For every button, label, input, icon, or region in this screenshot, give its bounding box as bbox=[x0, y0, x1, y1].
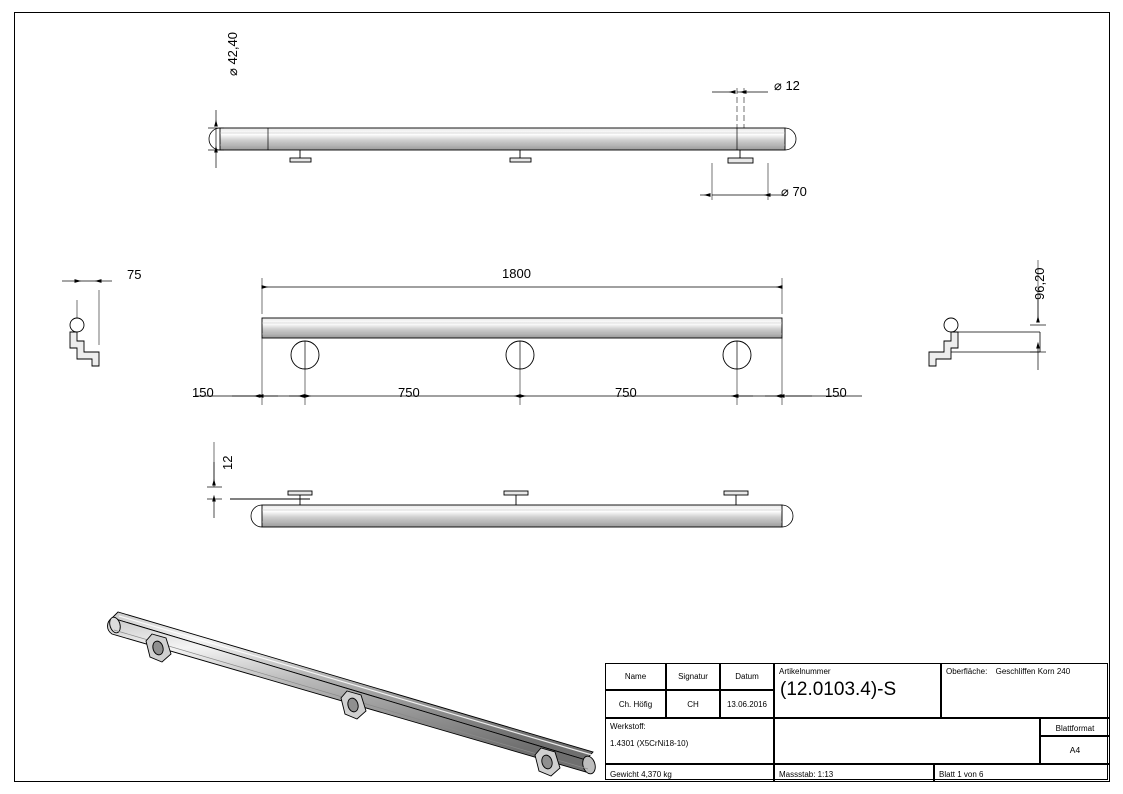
tb-sheet-count: Blatt 1 von 6 bbox=[934, 764, 1109, 781]
tb-material-cell bbox=[606, 718, 774, 764]
tb-article-label: Artikelnummer bbox=[779, 667, 831, 676]
tb-value-signature: CH bbox=[666, 690, 720, 718]
tb-surface-text bbox=[942, 664, 1109, 676]
tb-empty-band bbox=[774, 718, 1040, 764]
dim-span-1: 750 bbox=[398, 385, 420, 400]
dim-plate-thickness: 12 bbox=[220, 455, 235, 470]
tb-value-name: Ch. Höfig bbox=[606, 690, 666, 718]
tb-material-label: Werkstoff: bbox=[610, 722, 646, 731]
tb-article-number: (12.0103.4)-S bbox=[780, 679, 897, 700]
tb-sheetformat-value: A4 bbox=[1040, 736, 1109, 764]
tb-header-name: Name bbox=[606, 664, 666, 690]
dim-end-offset-left: 150 bbox=[192, 385, 214, 400]
tb-weight: Gewicht 4,370 kg bbox=[606, 764, 774, 781]
tb-header-signature: Signatur bbox=[666, 664, 720, 690]
dim-height: 96,20 bbox=[1032, 267, 1047, 300]
tb-header-date: Datum bbox=[720, 664, 774, 690]
tb-value-date: 13.06.2016 bbox=[720, 690, 774, 718]
tb-sheetformat-label: Blattformat bbox=[1040, 718, 1109, 736]
tb-surface-cell bbox=[941, 664, 1109, 718]
dim-span-2: 750 bbox=[615, 385, 637, 400]
dim-total-length: 1800 bbox=[502, 266, 531, 281]
dim-tube-diameter: ⌀ 42,40 bbox=[225, 32, 240, 76]
tb-article-cell bbox=[774, 664, 941, 718]
dim-end-offset-right: 150 bbox=[825, 385, 847, 400]
tb-scale: Massstab: 1:13 bbox=[774, 764, 934, 781]
tb-material-value: 1.4301 (X5CrNi18-10) bbox=[610, 739, 689, 748]
dim-bracket-projection: 75 bbox=[127, 267, 142, 282]
dim-base-diameter: ⌀ 70 bbox=[781, 184, 807, 199]
tb-surface-value: Geschliffen Korn 240 bbox=[995, 667, 1071, 676]
title-block bbox=[605, 663, 1108, 780]
tb-surface-label: Oberfläche: bbox=[946, 667, 988, 676]
dim-hole-diameter: ⌀ 12 bbox=[774, 78, 800, 93]
